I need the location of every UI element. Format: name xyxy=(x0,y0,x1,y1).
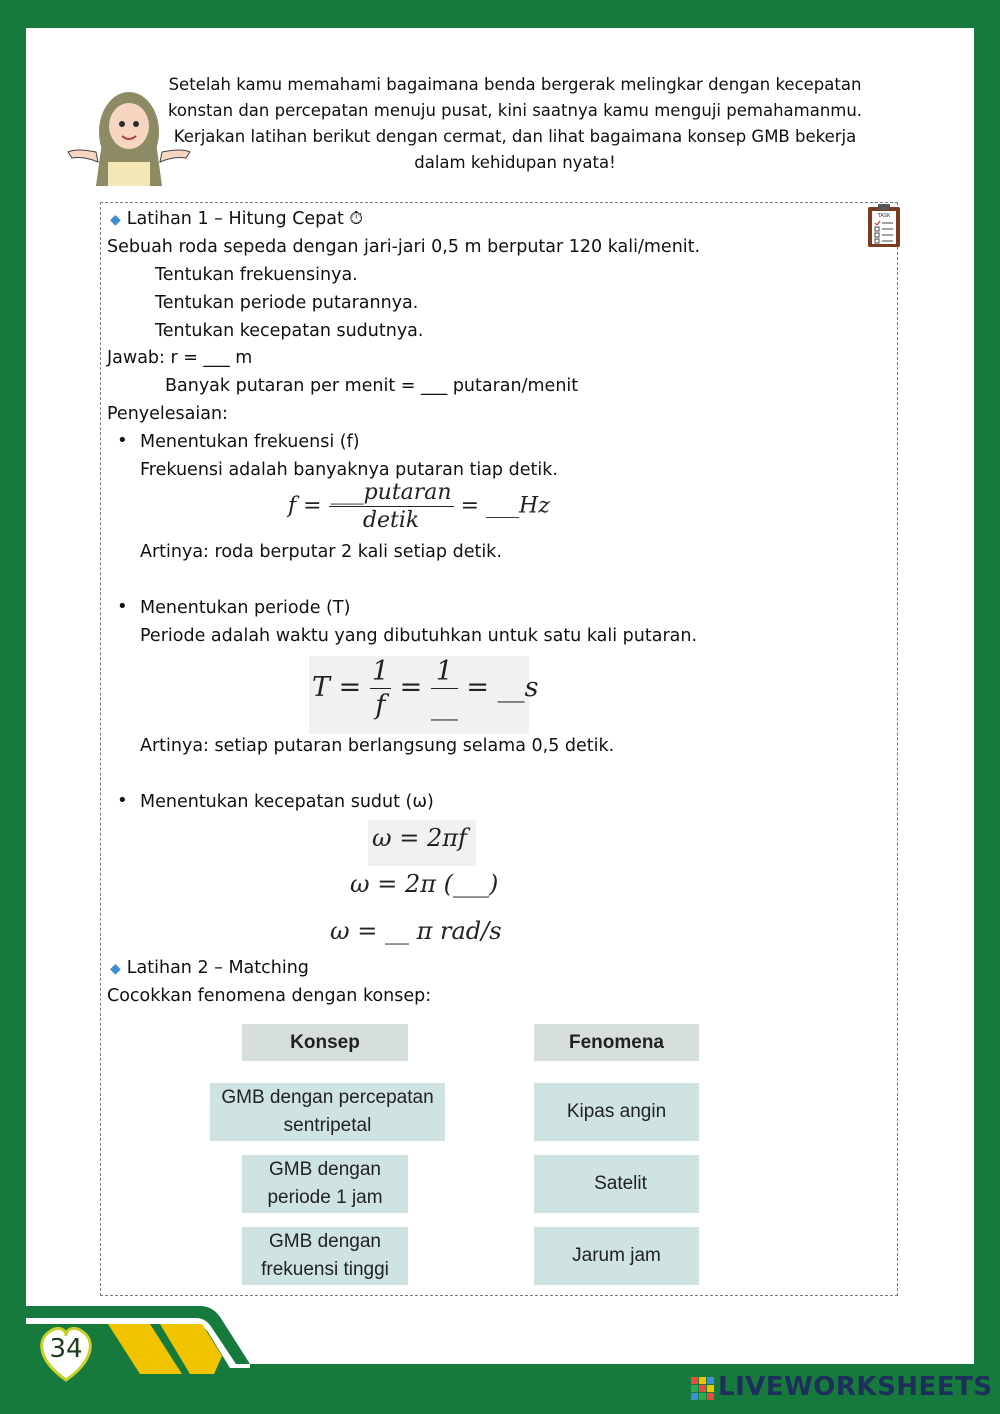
formula-T-fraction-2 xyxy=(431,656,458,721)
liveworksheets-brand: LIVEWORKSHEETS xyxy=(718,1372,993,1402)
fenomena-item-kipas[interactable]: Kipas angin xyxy=(534,1083,699,1141)
formula-frekuensi xyxy=(288,480,550,533)
formula-f-rhs: = ___Hz xyxy=(460,493,550,519)
formula-T-rhs: = __s xyxy=(466,672,539,703)
intro-line: Kerjakan latihan berikut dengan cermat, dan lihat bagaimana konsep GMB bekerja xyxy=(173,127,857,146)
formula-f-lhs: f = xyxy=(288,493,322,519)
intro-line: konstan dan percepatan menuju pusat, kini saatnya kamu menguji pemahamanmu. xyxy=(167,101,863,120)
bullet-icon: • xyxy=(117,430,128,451)
page-number: 34 xyxy=(49,1334,83,1364)
step-periode-title: Menentukan periode (T) xyxy=(140,598,351,618)
latihan2-title: ◆ Latihan 2 – Matching xyxy=(110,958,309,978)
task-icon-label: TASK xyxy=(877,213,891,219)
diamond-icon: ◆ xyxy=(110,961,121,977)
intro-paragraph xyxy=(160,72,870,176)
latihan1-title: ◆ Latihan 1 – Hitung Cepat ⏱ xyxy=(110,209,364,229)
formula-omega-1: ω = 2πf xyxy=(372,824,467,852)
step-frekuensi-title: Menentukan frekuensi (f) xyxy=(140,432,360,452)
konsep-item-periode[interactable]: GMB dengan periode 1 jam xyxy=(242,1155,408,1213)
formula-f-fraction xyxy=(329,480,454,533)
question-3: Tentukan kecepatan sudutnya. xyxy=(155,321,424,341)
formula-T-den1: f xyxy=(375,690,386,721)
fenomena-item-jarum-jam[interactable]: Jarum jam xyxy=(534,1227,699,1285)
step-kecepatan-sudut-title: Menentukan kecepatan sudut (ω) xyxy=(140,792,434,812)
intro-line: dalam kehidupan nyata! xyxy=(414,153,616,172)
formula-T-fraction-1 xyxy=(370,656,391,721)
intro-line: Setelah kamu memahami bagaimana benda bergerak melingkar dengan kecepatan xyxy=(168,75,862,94)
frame-top xyxy=(0,0,1000,28)
formula-T-num2: 1 xyxy=(431,656,458,689)
bullet-icon: • xyxy=(117,790,128,811)
formula-omega-2: ω = 2π (___) xyxy=(350,870,499,898)
bullet-icon: • xyxy=(117,596,128,617)
frame-right xyxy=(974,0,1000,1414)
frame-left xyxy=(0,0,26,1414)
jawab-putaran: Banyak putaran per menit = ___ putaran/menit xyxy=(165,376,579,396)
konsep-item-frekuensi[interactable]: GMB dengan frekuensi tinggi xyxy=(242,1227,408,1285)
formula-f-numerator: ___putaran xyxy=(330,480,452,505)
step-frekuensi-result: Artinya: roda berputar 2 kali setiap detik. xyxy=(140,542,502,562)
latihan1-problem: Sebuah roda sepeda dengan jari-jari 0,5 m berputar 120 kali/menit. xyxy=(107,237,701,257)
formula-T-lhs: T = xyxy=(312,672,362,703)
formula-T-eq1: = xyxy=(399,672,423,703)
konsep-header: Konsep xyxy=(242,1024,408,1061)
diamond-icon: ◆ xyxy=(110,212,121,228)
question-2: Tentukan periode putarannya. xyxy=(155,293,419,313)
task-clipboard-icon xyxy=(866,203,902,249)
formula-T-den2: __ xyxy=(430,690,458,721)
penyelesaian-label: Penyelesaian: xyxy=(107,404,228,424)
fenomena-item-satelit[interactable]: Satelit xyxy=(534,1155,699,1213)
question-1: Tentukan frekuensinya. xyxy=(155,265,358,285)
latihan2-instruction: Cocokkan fenomena dengan konsep: xyxy=(107,986,432,1006)
jawab-radius: Jawab: r = ___ m xyxy=(107,348,253,368)
step-frekuensi-desc: Frekuensi adalah banyaknya putaran tiap detik. xyxy=(140,460,558,480)
formula-f-denominator: detik xyxy=(362,508,420,533)
fenomena-header: Fenomena xyxy=(534,1024,699,1061)
formula-periode xyxy=(312,656,538,721)
step-periode-desc: Periode adalah waktu yang dibutuhkan untuk satu kali putaran. xyxy=(140,626,698,646)
formula-T-num1: 1 xyxy=(371,656,389,687)
konsep-item-sentripetal[interactable]: GMB dengan percepatan sentripetal xyxy=(210,1083,445,1141)
formula-omega-3: ω = __ π rad/s xyxy=(330,917,502,945)
liveworksheets-logo-icon xyxy=(690,1376,716,1402)
step-periode-result: Artinya: setiap putaran berlangsung selama 0,5 detik. xyxy=(140,736,615,756)
